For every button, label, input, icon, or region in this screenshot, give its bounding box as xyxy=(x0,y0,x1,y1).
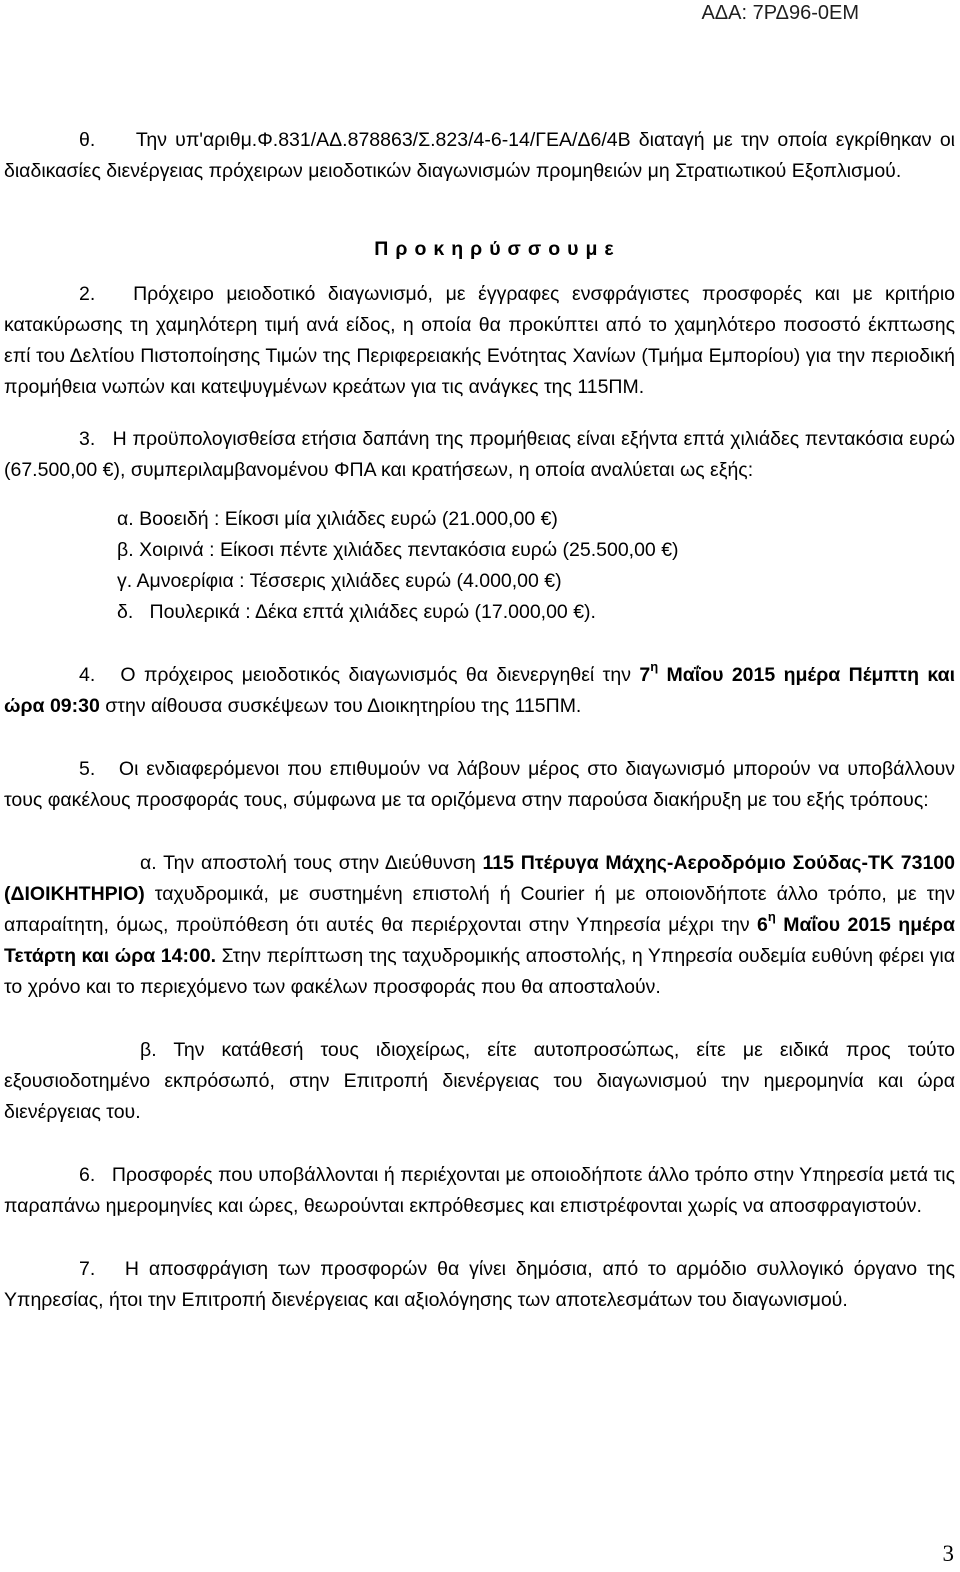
paragraph-theta xyxy=(4,125,955,187)
ordinal-suffix: η xyxy=(767,909,776,924)
item-label: γ. xyxy=(117,570,133,592)
list-item xyxy=(117,535,955,566)
paragraph-number: 7. xyxy=(79,1258,96,1280)
paragraph-text: Στην περίπτωση της ταχυδρομικής αποστολής, η Υπηρεσία ουδεμία ευθύνη φέρει για το χρόνο και το περιεχόμενο των φακέλων προσφοράς που θα αποσταλούν. xyxy=(4,945,956,998)
paragraph-text: Την αποστολή τους στην Διεύθυνση xyxy=(163,852,476,874)
paragraph-number: 2. xyxy=(79,283,96,305)
paragraph-text: Την υπ'αριθμ.Φ.831/ΑΔ.878863/Σ.823/4-6-14/ΓΕΑ/Δ6/4Β διαταγή με την οποία εγκρίθηκαν οι διαδικασίες διενέργειας πρόχειρων μειοδοτικών διαγωνισμών προμηθειών μη Στρατιωτικού Εξοπλισμού. xyxy=(4,129,955,182)
paragraph-text: Οι ενδιαφερόμενοι που επιθυμούν να λάβουν μέρος στο διαγωνισμό μπορούν να υποβάλλουν τους φακέλους προσφοράς τους, σύμφωνα με τα οριζόμενα στην παρούσα διακήρυξη με του εξής τρόπους: xyxy=(4,758,955,811)
list-item xyxy=(117,597,955,628)
date-day: 7 xyxy=(639,664,651,686)
item-label: δ. xyxy=(117,601,134,623)
paragraph-number: θ. xyxy=(79,129,96,151)
item-label: β. xyxy=(117,539,134,561)
paragraph-number: 3. xyxy=(79,428,96,450)
date-day: 6 xyxy=(756,914,768,936)
item-text: Χοιρινά : Είκοσι πέντε χιλιάδες πεντακόσια ευρώ (25.500,00 €) xyxy=(139,539,679,561)
paragraph-number: 5. xyxy=(79,758,96,780)
paragraph-3 xyxy=(4,424,955,486)
paragraph-number: β. xyxy=(140,1039,157,1061)
paragraph-5a xyxy=(4,848,955,1003)
item-text: Αμνοερίφια : Τέσσερις χιλιάδες ευρώ (4.000,00 €) xyxy=(136,570,562,592)
paragraph-text: Η αποσφράγιση των προσφορών θα γίνει δημόσια, από το αρμόδιο συλλογικό όργανο της Υπηρεσίας, ήτοι την Επιτροπή διενέργειας και αξιολόγησης των αποτελεσμάτων του διαγωνισμού. xyxy=(4,1258,955,1311)
date-time: Μαΐου 2015 ημέρα Τετάρτη και ώρα 14:00. xyxy=(4,914,955,967)
paragraph-text: Προσφορές που υποβάλλονται ή περιέχονται με οποιοδήποτε άλλο τρόπο στην Υπηρεσία μετά τις παραπάνω ημερομηνίες και ώρες, θεωρούνται εκπρόθεσμες και επιστρέφονται χωρίς να αποσφραγιστούν. xyxy=(4,1164,955,1217)
paragraph-5b xyxy=(4,1035,955,1128)
paragraph-text: Η προϋπολογισθείσα ετήσια δαπάνη της προμήθειας είναι εξήντα επτά χιλιάδες πεντακόσια ευρώ (67.500,00 €), συμπεριλαμβανομένου ΦΠΑ και κρατήσεων, η οποία αναλύεται ως εξής: xyxy=(4,428,955,481)
document-body xyxy=(4,125,955,1316)
item-text: Πουλερικά : Δέκα επτά χιλιάδες ευρώ (17.000,00 €). xyxy=(149,601,596,623)
paragraph-2 xyxy=(4,279,955,403)
paragraph-6 xyxy=(4,1160,955,1222)
list-item xyxy=(117,566,955,597)
item-text: Βοοειδή : Είκοσι μία χιλιάδες ευρώ (21.000,00 €) xyxy=(139,508,558,530)
list-item xyxy=(117,504,955,535)
item-label: α. xyxy=(117,508,134,530)
paragraph-7 xyxy=(4,1254,955,1316)
paragraph-4 xyxy=(4,660,955,722)
paragraph-number: 6. xyxy=(79,1164,96,1186)
paragraph-text: Πρόχειρο μειοδοτικό διαγωνισμό, με έγγραφες ενσφράγιστες προσφορές και με κριτήριο κατακύρωσης τη χαμηλότερη τιμή ανά είδος, η οποία θα προκύπτει από το χαμηλότερο ποσοστό έκπτωσης επί του Δελτίου Πιστοποίησης Τιμών της Περιφερειακής Ενότητας Χανίων (Τμήμα Εμπορίου) για την περιοδική προμήθεια νωπών και κατεψυγμένων κρεάτων για τις ανάγκες της 115ΠΜ. xyxy=(4,283,955,398)
paragraph-5 xyxy=(4,754,955,816)
paragraph-number: 4. xyxy=(79,664,96,686)
paragraph-text: ταχυδρομικά, με συστημένη επιστολή ή Courier ή με οποιονδήποτε άλλο τρόπο, με την απαραίτητη, όμως, προϋπόθεση ότι αυτές θα περιέρχονται στην Υπηρεσία μέχρι την xyxy=(4,883,955,936)
date-time: Μαΐου 2015 ημέρα Πέμπτη και ώρα 09:30 xyxy=(4,664,956,717)
ordinal-suffix: η xyxy=(650,659,659,674)
page-number: 3 xyxy=(942,1541,954,1566)
budget-list xyxy=(117,504,955,628)
document-code: ΑΔΑ: 7ΡΔ96-0ΕΜ xyxy=(701,2,859,24)
paragraph-text: Την κατάθεσή τους ιδιοχείρως, είτε αυτοπροσώπως, είτε με ειδικά προς τούτο εξουσιοδοτημένο εκπρόσωπό, στην Επιτροπή διενέργειας του διαγωνισμού την ημερομηνία και ώρα διενέργειας του. xyxy=(4,1039,955,1123)
paragraph-number: α. xyxy=(140,852,157,874)
paragraph-text: στην αίθουσα συσκέψεων του Διοικητηρίου της 115ΠΜ. xyxy=(105,695,582,717)
postal-address: 115 Πτέρυγα Μάχης-Αεροδρόμιο Σούδας-ΤΚ 73100 (ΔΙΟΙΚΗΤΗΡΙΟ) xyxy=(4,852,955,905)
paragraph-text: Ο πρόχειρος μειοδοτικός διαγωνισμός θα διενεργηθεί την xyxy=(120,664,631,686)
section-heading: Προκηρύσσουμε xyxy=(374,238,621,260)
